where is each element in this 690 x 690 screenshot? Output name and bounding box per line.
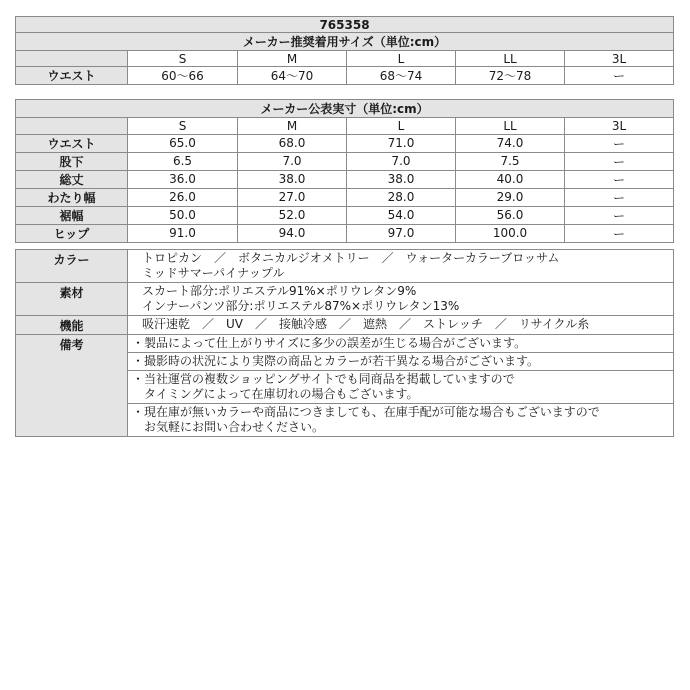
- note-line: ・撮影時の状況により実際の商品とカラーが若干異なる場合がございます。: [132, 354, 540, 368]
- table-cell: 97.0: [347, 224, 456, 242]
- table-cell: 100.0: [456, 224, 565, 242]
- table-row: [16, 224, 674, 242]
- size-header: L: [347, 51, 456, 67]
- table-row: [16, 188, 674, 206]
- size-header: M: [238, 51, 347, 67]
- size-header: S: [128, 118, 238, 135]
- material-value: [128, 283, 674, 316]
- size-header-row: [16, 51, 674, 67]
- material-line: インナーパンツ部分:ポリエステル87%×ポリウレタン13%: [142, 299, 460, 313]
- row-label: 裾幅: [16, 206, 128, 224]
- measured-size-title: メーカー公表実寸（単位:cm）: [16, 100, 674, 118]
- row-label: ウエスト: [16, 67, 128, 85]
- corner-cell: [16, 51, 128, 67]
- table-cell: 72〜78: [456, 67, 565, 85]
- size-header: 3L: [565, 118, 674, 135]
- corner-cell: [16, 118, 128, 135]
- table-cell: 94.0: [238, 224, 347, 242]
- table-cell: 7.5: [456, 152, 565, 170]
- product-code: 765358: [16, 17, 674, 33]
- table-cell: ー: [565, 224, 674, 242]
- table-cell: 64〜70: [238, 67, 347, 85]
- table-cell: 54.0: [347, 206, 456, 224]
- measured-size-table: [15, 99, 674, 243]
- table-cell: ー: [565, 67, 674, 85]
- row-label: ヒップ: [16, 224, 128, 242]
- row-label: ウエスト: [16, 134, 128, 152]
- table-cell: 91.0: [128, 224, 238, 242]
- recommended-size-table: [15, 16, 674, 85]
- note-item: [128, 353, 673, 371]
- size-header: M: [238, 118, 347, 135]
- table-cell: ー: [565, 188, 674, 206]
- note-line: タイミングによって在庫切れの場合もございます。: [132, 387, 419, 401]
- table-cell: 26.0: [128, 188, 238, 206]
- table-cell: 29.0: [456, 188, 565, 206]
- table-cell: 68.0: [238, 134, 347, 152]
- table-row: [16, 152, 674, 170]
- table-cell: 52.0: [238, 206, 347, 224]
- notes-label: 備考: [16, 335, 128, 437]
- color-value: [128, 250, 674, 283]
- color-label: カラー: [16, 250, 128, 283]
- function-value: [128, 316, 674, 335]
- product-info-table: [15, 249, 674, 437]
- table-cell: ー: [565, 134, 674, 152]
- table-cell: 40.0: [456, 170, 565, 188]
- table-row: [16, 67, 674, 85]
- table-cell: 38.0: [238, 170, 347, 188]
- table-cell: 68〜74: [347, 67, 456, 85]
- table-cell: 71.0: [347, 134, 456, 152]
- size-header-row: [16, 118, 674, 135]
- table-cell: 56.0: [456, 206, 565, 224]
- table-row: [16, 170, 674, 188]
- size-header: S: [128, 51, 238, 67]
- table-cell: ー: [565, 170, 674, 188]
- size-header: LL: [456, 51, 565, 67]
- note-line: お気軽にお問い合わせください。: [132, 420, 325, 434]
- note-line: ・現在庫が無いカラーや商品につきましても、在庫手配が可能な場合もございますので: [132, 405, 600, 419]
- table-cell: 74.0: [456, 134, 565, 152]
- material-line: スカート部分:ポリエステル91%×ポリウレタン9%: [142, 284, 417, 298]
- table-cell: ー: [565, 206, 674, 224]
- color-line: トロピカン ／ ボタニカルジオメトリー ／ ウォーターカラーブロッサム: [142, 251, 560, 265]
- row-label: 総丈: [16, 170, 128, 188]
- recommended-size-title: メーカー推奨着用サイズ（単位:cm）: [16, 33, 674, 51]
- info-row-material: [16, 283, 674, 316]
- note-line: ・当社運営の複数ショッピングサイトでも同商品を掲載していますので: [132, 372, 515, 386]
- table-cell: 38.0: [347, 170, 456, 188]
- function-line: 吸汗速乾 ／ UV ／ 接触冷感 ／ 遮熱 ／ ストレッチ ／ リサイクル糸: [142, 317, 590, 331]
- info-row-color: [16, 250, 674, 283]
- notes-value: [128, 335, 674, 437]
- table-cell: 7.0: [238, 152, 347, 170]
- size-header: L: [347, 118, 456, 135]
- table-cell: 27.0: [238, 188, 347, 206]
- note-item: [128, 371, 673, 404]
- note-item: [128, 335, 673, 353]
- table-cell: 28.0: [347, 188, 456, 206]
- table-cell: ー: [565, 152, 674, 170]
- info-row-function: [16, 316, 674, 335]
- note-item: [128, 404, 673, 436]
- function-label: 機能: [16, 316, 128, 335]
- table-cell: 6.5: [128, 152, 238, 170]
- table-cell: 7.0: [347, 152, 456, 170]
- size-header: LL: [456, 118, 565, 135]
- size-header: 3L: [565, 51, 674, 67]
- note-line: ・製品によって仕上がりサイズに多少の誤差が生じる場合がございます。: [132, 336, 527, 350]
- row-label: 股下: [16, 152, 128, 170]
- row-label: わたり幅: [16, 188, 128, 206]
- info-row-notes: [16, 335, 674, 437]
- material-label: 素材: [16, 283, 128, 316]
- table-row: [16, 134, 674, 152]
- table-cell: 60〜66: [128, 67, 238, 85]
- table-cell: 65.0: [128, 134, 238, 152]
- table-row: [16, 206, 674, 224]
- color-line: ミッドサマーパイナップル: [142, 266, 285, 280]
- table-cell: 50.0: [128, 206, 238, 224]
- table-cell: 36.0: [128, 170, 238, 188]
